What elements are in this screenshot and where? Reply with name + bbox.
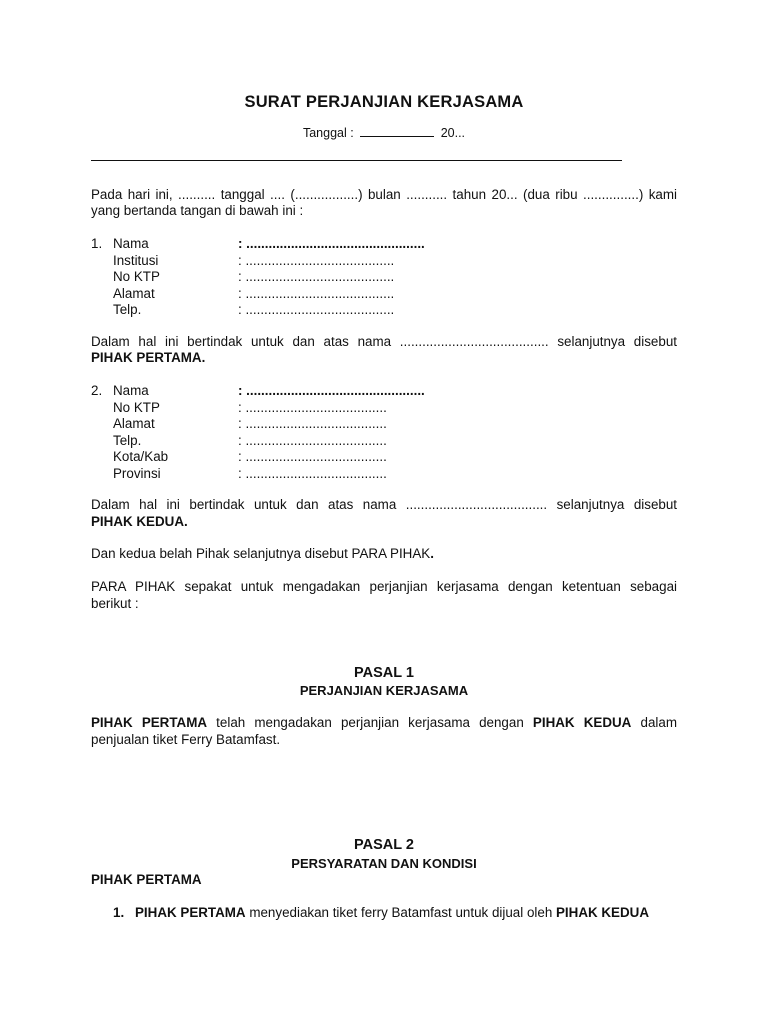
pasal2-section-label: PIHAK PERTAMA (91, 872, 202, 887)
field-value: : ...................................... (238, 416, 387, 431)
pihak-kedua-ref: PIHAK KEDUA (556, 905, 649, 920)
pasal2-subheading: PERSYARATAN DAN KONDISI (291, 856, 477, 871)
field-label: Telp. (113, 302, 142, 317)
field-label: Institusi (113, 252, 159, 268)
party1-field-alamat (91, 286, 511, 303)
field-label: Alamat (113, 416, 155, 431)
list-item-body: menyediakan tiket ferry Batamfast untuk dijual oleh (245, 905, 556, 920)
agreement-line-2: berikut : (91, 596, 139, 611)
party2-fields (91, 383, 511, 482)
pihak-pertama-ref: PIHAK PERTAMA (91, 715, 208, 730)
party2-field-telp (91, 433, 511, 450)
party1-designation: PIHAK PERTAMA. (91, 350, 206, 365)
pasal2-heading: PASAL 2 (354, 837, 414, 853)
field-value: : ................................................ (238, 383, 425, 398)
field-label: No KTP (113, 269, 160, 284)
party1-field-institusi (91, 253, 511, 270)
date-suffix: 20... (440, 126, 466, 140)
field-value: : ...................................... (238, 432, 387, 448)
field-value: : ........................................ (238, 252, 395, 268)
party1-fields (91, 236, 511, 319)
party2-field-no-ktp (91, 400, 511, 417)
field-value: : ...................................... (238, 449, 387, 464)
date-blank-line (360, 124, 434, 137)
party2-statement-line-1: Dalam hal ini bertindak untuk dan atas nama ...................................... selanjutnya disebut (91, 497, 677, 512)
party2-field-nama (91, 383, 511, 400)
party1-statement-line-1: Dalam hal ini bertindak untuk dan atas nama ........................................ selanjutnya disebut (91, 334, 677, 349)
field-value: : ................................................ (238, 236, 425, 251)
field-label: Telp. (113, 432, 142, 448)
party2-field-provinsi (91, 466, 511, 483)
field-label: No KTP (113, 399, 160, 415)
field-label: Kota/Kab (113, 449, 169, 464)
para-pihak-text: Dan kedua belah Pihak selanjutnya disebut PARA PIHAK (91, 546, 431, 561)
intro-line-2: yang bertanda tangan di bawah ini : (91, 203, 304, 218)
party2-number: 2. (91, 383, 103, 398)
party2-designation: PIHAK KEDUA. (91, 514, 188, 529)
intro-line-1: Pada hari ini, .......... tanggal .... (.................) bulan ........... tahun 20... (dua ribu ...............) kami (91, 187, 677, 202)
para-pihak-period: . (430, 546, 434, 561)
pasal1-subheading: PERJANJIAN KERJASAMA (299, 683, 469, 698)
pihak-kedua-ref: PIHAK KEDUA (532, 715, 632, 730)
party1-field-no-ktp (91, 269, 511, 286)
pasal1-text-end: dalam (631, 715, 677, 730)
list-item-text (135, 905, 649, 922)
para-pihak-statement (91, 546, 677, 563)
party2-field-kota-kab (91, 449, 511, 466)
field-value: : ...................................... (238, 465, 387, 481)
header-divider (91, 160, 622, 161)
pasal1-paragraph-line-1 (91, 715, 677, 732)
pasal2-list-item-1 (113, 905, 713, 922)
pasal1-text: telah mengadakan perjanjian kerjasama dengan (207, 715, 533, 730)
agreement-line-1: PARA PIHAK sepakat untuk mengadakan perjanjian kerjasama dengan ketentuan sebagai (91, 579, 677, 594)
document-title: SURAT PERJANJIAN KERJASAMA (244, 93, 524, 111)
pasal1-heading: PASAL 1 (354, 665, 414, 681)
field-label: Nama (113, 236, 149, 251)
party2-field-alamat (91, 416, 511, 433)
field-label: Alamat (113, 285, 155, 301)
pasal1-paragraph-line-2: penjualan tiket Ferry Batamfast. (91, 732, 281, 747)
party1-field-telp (91, 302, 511, 319)
field-label: Nama (113, 383, 149, 398)
field-value: : ........................................ (238, 269, 395, 284)
field-value: : ........................................ (238, 302, 395, 317)
date-line (0, 124, 768, 142)
date-label: Tanggal : (302, 126, 354, 140)
party1-number: 1. (91, 236, 103, 251)
field-label: Provinsi (113, 465, 161, 481)
list-item-number: 1. (113, 905, 125, 920)
party1-field-nama (91, 236, 511, 253)
pihak-pertama-ref: PIHAK PERTAMA (135, 905, 246, 920)
field-value: : ...................................... (238, 399, 387, 415)
field-value: : ........................................ (238, 285, 395, 301)
